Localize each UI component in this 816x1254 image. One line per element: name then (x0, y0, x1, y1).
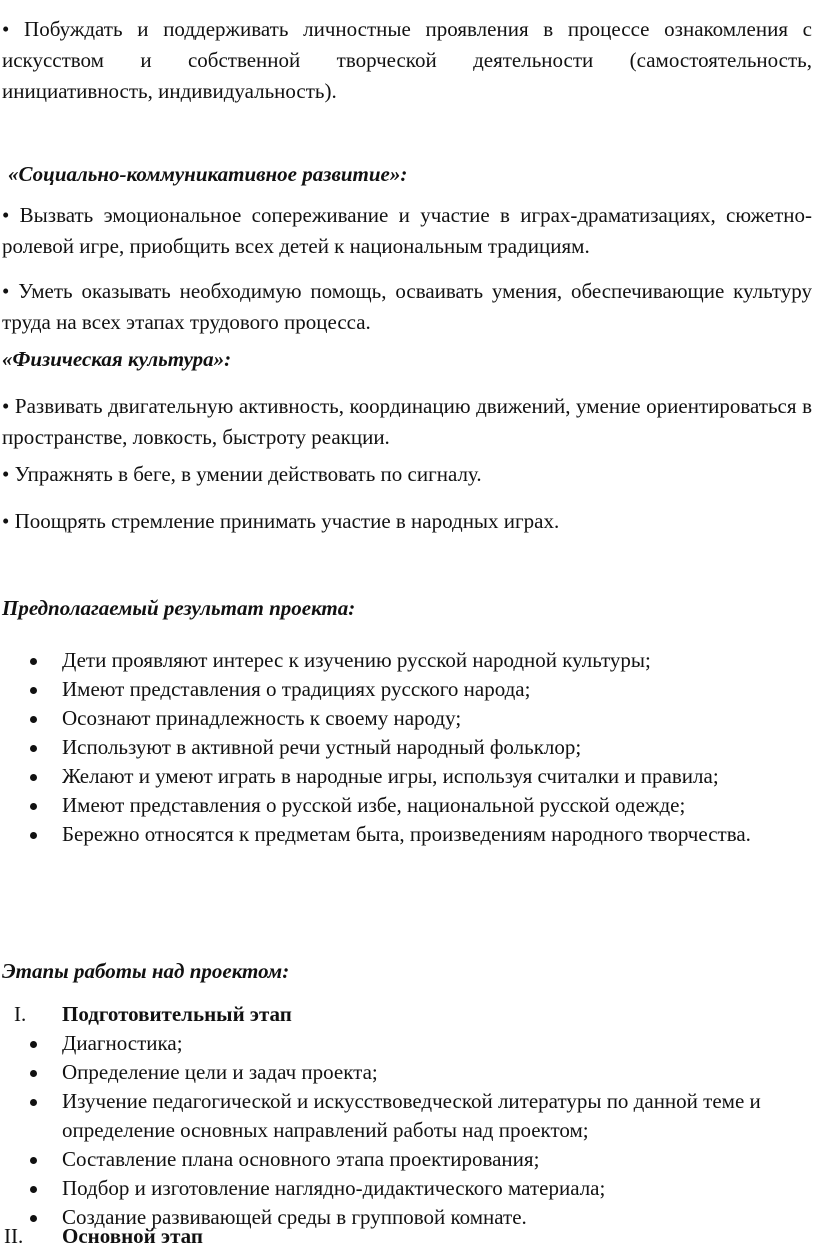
bullet-icon (30, 803, 37, 810)
stage-2-number: II. (4, 1224, 24, 1248)
stage-1-label: Подготовительный этап (62, 1002, 292, 1026)
bullet-icon (30, 1215, 37, 1222)
physical-item-1: • Развивать двигательную активность, координацию движений, умение ориентироваться в пространстве, ловкость, быстроту реакции. (2, 394, 812, 449)
list-item: Определение цели и задач проекта; (0, 1058, 802, 1087)
social-item-1: • Вызвать эмоциональное сопереживание и участие в играх-драматизациях, сюжетно-ролевой игре, приобщить всех детей к национальным традициям. (2, 203, 812, 258)
stage-1-list (0, 1029, 802, 1232)
bullet-icon (30, 687, 37, 694)
stage-1-title (14, 1000, 292, 1029)
physical-heading: «Физическая культура»: (2, 347, 232, 371)
list-item: Осознают принадлежность к своему народу; (0, 704, 802, 733)
bullet-icon (30, 658, 37, 665)
social-item-2: • Уметь оказывать необходимую помощь, осваивать умения, обеспечивающие культуру труда на всех этапах трудового процесса. (2, 279, 812, 334)
list-item: Имеют представления о русской избе, национальной русской одежде; (0, 791, 802, 820)
bullet-icon (30, 716, 37, 723)
stage-2-title (4, 1222, 203, 1251)
physical-item-2: • Упражнять в беге, в умении действовать по сигналу. (2, 462, 482, 486)
list-item: Бережно относятся к предметам быта, произведениям народного творчества. (0, 820, 802, 849)
bullet-icon (30, 1070, 37, 1077)
bullet-icon (30, 1186, 37, 1193)
stage-1-number: I. (14, 1002, 27, 1026)
list-item: Изучение педагогической и искусствоведческой литературы по данной теме и определение основных направлений работы над проектом; (0, 1087, 802, 1145)
bullet-icon (30, 1157, 37, 1164)
physical-item-3: • Поощрять стремление принимать участие в народных играх. (2, 509, 560, 533)
bullet-icon (30, 774, 37, 781)
bullet-icon (30, 832, 37, 839)
result-list (0, 646, 802, 849)
result-heading: Предполагаемый результат проекта: (2, 596, 356, 620)
stages-heading: Этапы работы над проектом: (2, 959, 290, 983)
list-item: Диагностика; (0, 1029, 802, 1058)
intro-paragraph: • Побуждать и поддерживать личностные проявления в процессе ознакомления с искусством и собственной творческой деятельности (самостоятельность, инициативность, индивидуальность). (2, 17, 812, 103)
social-heading: «Социально-коммуникативное развитие»: (8, 162, 408, 186)
list-item: Дети проявляют интерес к изучению русской народной культуры; (0, 646, 802, 675)
list-item: Подбор и изготовление наглядно-дидактического материала; (0, 1174, 802, 1203)
list-item: Создание развивающей среды в групповой комнате. (0, 1203, 802, 1232)
bullet-icon (30, 1041, 37, 1048)
bullet-icon (30, 1099, 37, 1106)
list-item: Составление плана основного этапа проектирования; (0, 1145, 802, 1174)
list-item: Используют в активной речи устный народный фольклор; (0, 733, 802, 762)
list-item: Желают и умеют играть в народные игры, используя считалки и правила; (0, 762, 802, 791)
bullet-icon (30, 745, 37, 752)
stage-2-label: Основной этап (62, 1224, 203, 1248)
list-item: Имеют представления о традициях русского народа; (0, 675, 802, 704)
